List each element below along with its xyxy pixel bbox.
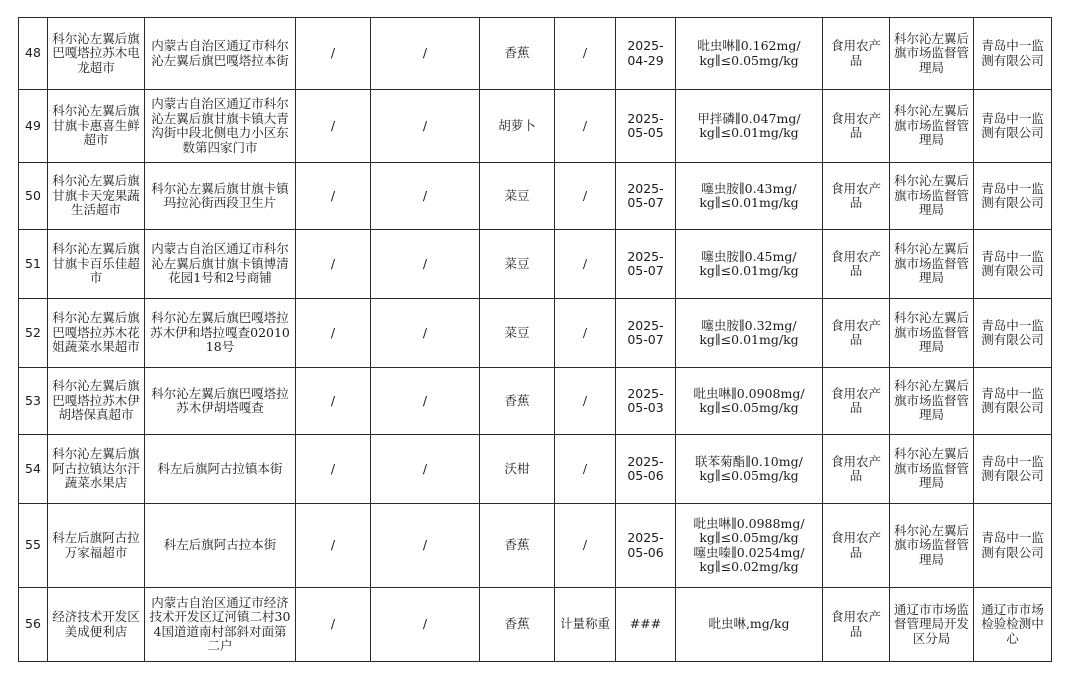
cell-blank-4: / (296, 435, 371, 504)
cell-production-date-line: 05-07 (627, 263, 664, 278)
cell-store-name: 经济技术开发区美成便利店 (48, 588, 145, 662)
cell-blank-5: / (371, 163, 480, 230)
cell-store-address: 内蒙古自治区通辽市经济技术开发区辽河镇二村304国道道南村部斜对面第二户 (145, 588, 296, 662)
cell-sequence-number: 56 (19, 588, 48, 662)
cell-production-date (616, 299, 676, 368)
cell-sequence-number: 55 (19, 504, 48, 588)
cell-category: 食用农产品 (823, 435, 890, 504)
cell-blank-4: / (296, 90, 371, 163)
cell-task-agency: 科尔沁左翼后旗市场监督管理局 (890, 90, 974, 163)
cell-store-address: 科尔沁左翼后旗巴嘎塔拉苏木伊胡塔嘎查 (145, 368, 296, 435)
cell-blank-4: / (296, 368, 371, 435)
cell-store-name: 科尔沁左翼后旗阿古拉镇达尔汗蔬菜水果店 (48, 435, 145, 504)
cell-production-date-line: 05-05 (627, 125, 664, 140)
cell-blank-5: / (371, 588, 480, 662)
cell-testing-lab: 青岛中一监测有限公司 (974, 504, 1052, 588)
cell-sequence-number: 53 (19, 368, 48, 435)
cell-testing-lab: 青岛中一监测有限公司 (974, 435, 1052, 504)
cell-store-name: 科尔沁左翼后旗甘旗卡惠喜生鲜超市 (48, 90, 145, 163)
cell-test-result (676, 18, 823, 90)
cell-production-date-line: 05-03 (627, 400, 664, 415)
cell-test-result-line: kg∥≤0.01mg/kg (699, 195, 799, 210)
table-body (19, 18, 1052, 662)
cell-product-name: 菜豆 (480, 299, 555, 368)
cell-task-agency: 科尔沁左翼后旗市场监督管理局 (890, 368, 974, 435)
cell-production-date (616, 90, 676, 163)
cell-category: 食用农产品 (823, 299, 890, 368)
cell-category: 食用农产品 (823, 504, 890, 588)
cell-test-result (676, 163, 823, 230)
cell-test-result-line: 吡虫啉∥0.162mg/ (697, 38, 801, 53)
cell-test-result (676, 90, 823, 163)
cell-production-date (616, 435, 676, 504)
table-row (19, 504, 1052, 588)
cell-product-name: 沃柑 (480, 435, 555, 504)
cell-testing-lab: 青岛中一监测有限公司 (974, 368, 1052, 435)
cell-blank-4: / (296, 299, 371, 368)
cell-store-name: 科尔沁左翼后旗甘旗卡百乐佳超市 (48, 230, 145, 299)
cell-specification: / (555, 18, 616, 90)
cell-product-name: 香蕉 (480, 504, 555, 588)
cell-store-address: 科左后旗阿古拉本街 (145, 504, 296, 588)
cell-testing-lab: 通辽市市场检验检测中心 (974, 588, 1052, 662)
cell-testing-lab: 青岛中一监测有限公司 (974, 90, 1052, 163)
cell-specification: / (555, 368, 616, 435)
cell-sequence-number: 49 (19, 90, 48, 163)
cell-production-date-line: 2025- (627, 385, 664, 401)
cell-test-result-line: kg∥≤0.05mg/kg (699, 400, 799, 415)
cell-test-result (676, 230, 823, 299)
cell-testing-lab: 青岛中一监测有限公司 (974, 18, 1052, 90)
cell-test-result-line: kg∥≤0.05mg/kg (699, 52, 799, 68)
cell-task-agency: 科尔沁左翼后旗市场监督管理局 (890, 435, 974, 504)
cell-category: 食用农产品 (823, 18, 890, 90)
cell-production-date-line: 2025- (627, 180, 664, 196)
table-row (19, 230, 1052, 299)
cell-specification: / (555, 90, 616, 163)
cell-production-date-line: 2025- (627, 248, 664, 264)
cell-blank-5: / (371, 435, 480, 504)
cell-store-name: 科尔沁左翼后旗巴嘎塔拉苏木电龙超市 (48, 18, 145, 90)
cell-production-date-line: 05-06 (627, 544, 664, 560)
cell-store-address: 内蒙古自治区通辽市科尔沁左翼后旗甘旗卡镇大青沟街中段北侧电力小区东数第四家门市 (145, 90, 296, 163)
cell-store-name: 科尔沁左翼后旗巴嘎塔拉苏木花姐蔬菜水果超市 (48, 299, 145, 368)
cell-test-result-line: 联苯菊酯∥0.10mg/ (695, 453, 803, 469)
cell-task-agency: 科尔沁左翼后旗市场监督管理局 (890, 18, 974, 90)
table-row (19, 18, 1052, 90)
cell-sequence-number: 48 (19, 18, 48, 90)
cell-test-result (676, 504, 823, 588)
cell-blank-5: / (371, 230, 480, 299)
cell-test-result-line: kg∥≤0.01mg/kg (699, 332, 799, 347)
cell-product-name: 菜豆 (480, 230, 555, 299)
table-row (19, 588, 1052, 662)
cell-category: 食用农产品 (823, 368, 890, 435)
cell-production-date (616, 588, 676, 662)
cell-production-date-line: 2025- (627, 453, 664, 469)
cell-store-address: 科左后旗阿古拉镇本街 (145, 435, 296, 504)
cell-production-date-line: 2025- (627, 317, 664, 333)
cell-blank-5: / (371, 504, 480, 588)
cell-product-name: 香蕉 (480, 18, 555, 90)
cell-test-result-line: 噻虫胺∥0.45mg/ (701, 248, 797, 264)
cell-specification: / (555, 163, 616, 230)
inspection-results-table (18, 17, 1052, 662)
cell-specification: / (555, 230, 616, 299)
cell-blank-4: / (296, 588, 371, 662)
cell-store-address: 科尔沁左翼后旗巴嘎塔拉苏木伊和塔拉嘎查0201018号 (145, 299, 296, 368)
cell-production-date-line: 2025- (627, 110, 664, 126)
cell-store-address: 内蒙古自治区通辽市科尔沁左翼后旗甘旗卡镇博清花园1号和2号商铺 (145, 230, 296, 299)
cell-test-result (676, 368, 823, 435)
cell-task-agency: 科尔沁左翼后旗市场监督管理局 (890, 230, 974, 299)
cell-sequence-number: 50 (19, 163, 48, 230)
cell-production-date-line: 05-07 (627, 332, 664, 347)
cell-test-result-line: kg∥≤0.01mg/kg (699, 125, 799, 140)
cell-task-agency: 科尔沁左翼后旗市场监督管理局 (890, 299, 974, 368)
cell-store-name: 科左后旗阿古拉万家福超市 (48, 504, 145, 588)
cell-test-result (676, 588, 823, 662)
table-row (19, 163, 1052, 230)
cell-task-agency: 通辽市市场监督管理局开发区分局 (890, 588, 974, 662)
table-row (19, 299, 1052, 368)
cell-blank-4: / (296, 504, 371, 588)
cell-category: 食用农产品 (823, 90, 890, 163)
cell-test-result-line: 甲拌磷∥0.047mg/ (697, 110, 801, 126)
cell-test-result-line: kg∥≤0.01mg/kg (699, 263, 799, 278)
cell-testing-lab: 青岛中一监测有限公司 (974, 230, 1052, 299)
cell-specification: / (555, 299, 616, 368)
cell-blank-5: / (371, 299, 480, 368)
cell-test-result (676, 299, 823, 368)
cell-category: 食用农产品 (823, 230, 890, 299)
cell-product-name: 菜豆 (480, 163, 555, 230)
cell-blank-5: / (371, 368, 480, 435)
cell-specification: / (555, 504, 616, 588)
cell-production-date-line: 04-29 (627, 52, 664, 68)
table-row (19, 368, 1052, 435)
cell-test-result-line: 吡虫啉∥0.0908mg/ (693, 385, 805, 401)
cell-test-result-line: kg∥≤0.02mg/kg (699, 559, 799, 574)
cell-task-agency: 科尔沁左翼后旗市场监督管理局 (890, 163, 974, 230)
cell-production-date (616, 368, 676, 435)
cell-testing-lab: 青岛中一监测有限公司 (974, 163, 1052, 230)
cell-test-result-line: 吡虫啉,mg/kg (708, 616, 790, 632)
cell-production-date (616, 504, 676, 588)
cell-specification: / (555, 435, 616, 504)
cell-blank-4: / (296, 230, 371, 299)
cell-test-result-line: 噻虫胺∥0.32mg/ (701, 317, 797, 333)
cell-production-date (616, 230, 676, 299)
cell-production-date (616, 163, 676, 230)
cell-store-address: 科尔沁左翼后旗甘旗卡镇玛拉沁街西段卫生片 (145, 163, 296, 230)
table-row (19, 435, 1052, 504)
cell-production-date-line: ### (629, 616, 662, 632)
cell-blank-4: / (296, 18, 371, 90)
cell-production-date-line: 2025- (627, 38, 664, 53)
cell-category: 食用农产品 (823, 588, 890, 662)
cell-test-result-line: kg∥≤0.05mg/kg (699, 468, 799, 483)
cell-category: 食用农产品 (823, 163, 890, 230)
cell-blank-5: / (371, 90, 480, 163)
cell-product-name: 香蕉 (480, 588, 555, 662)
cell-test-result-line: 吡虫啉∥0.0988mg/ (693, 515, 805, 531)
cell-blank-5: / (371, 18, 480, 90)
cell-store-name: 科尔沁左翼后旗巴嘎塔拉苏木伊胡塔保真超市 (48, 368, 145, 435)
cell-production-date-line: 05-07 (627, 195, 664, 210)
cell-store-address: 内蒙古自治区通辽市科尔沁左翼后旗巴嘎塔拉本街 (145, 18, 296, 90)
cell-blank-4: / (296, 163, 371, 230)
cell-product-name: 胡萝卜 (480, 90, 555, 163)
table-row (19, 90, 1052, 163)
cell-task-agency: 科尔沁左翼后旗市场监督管理局 (890, 504, 974, 588)
cell-production-date-line: 2025- (627, 530, 664, 545)
cell-test-result-line: 噻虫胺∥0.43mg/ (701, 180, 797, 196)
cell-product-name: 香蕉 (480, 368, 555, 435)
cell-test-result-line: 噻虫嗪∥0.0254mg/ (693, 544, 805, 560)
cell-sequence-number: 52 (19, 299, 48, 368)
cell-sequence-number: 51 (19, 230, 48, 299)
cell-testing-lab: 青岛中一监测有限公司 (974, 299, 1052, 368)
cell-production-date-line: 05-06 (627, 468, 664, 483)
cell-production-date (616, 18, 676, 90)
cell-sequence-number: 54 (19, 435, 48, 504)
cell-test-result (676, 435, 823, 504)
cell-test-result-line: kg∥≤0.05mg/kg (699, 530, 799, 545)
cell-specification: 计量称重 (555, 588, 616, 662)
cell-store-name: 科尔沁左翼后旗甘旗卡天宠果蔬生活超市 (48, 163, 145, 230)
